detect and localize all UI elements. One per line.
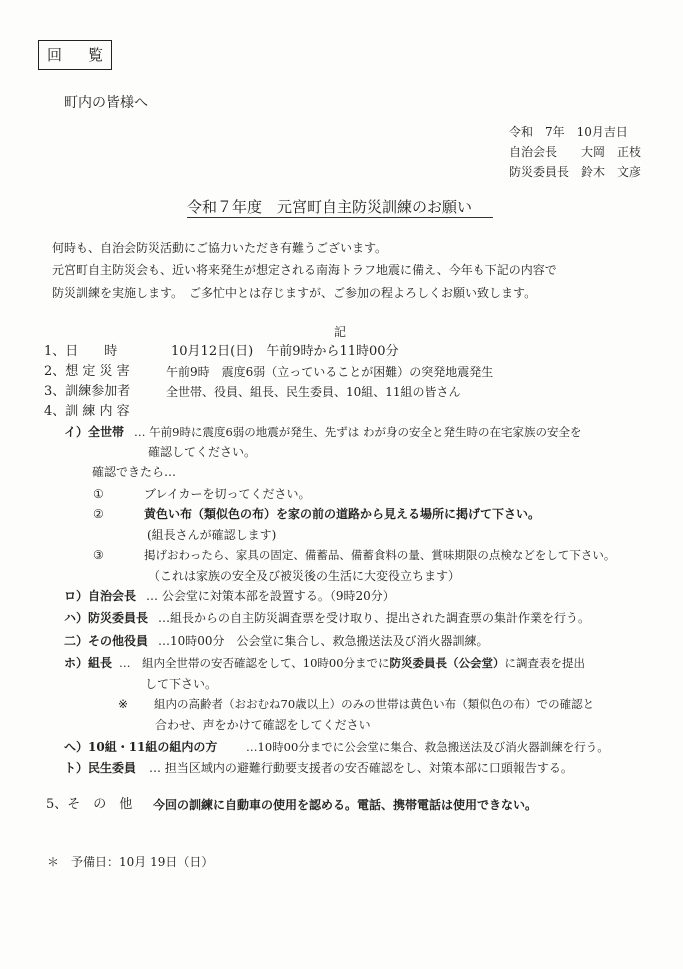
sub-ho-text-1a: … 組内全世帯の安否確認をして、10時00分までに [119,656,390,670]
sub-ho-text-1b: 防災委員長（公会堂） [389,656,505,670]
sub-i-text-2: 確認してください。 [148,445,257,459]
sender-committee: 防災委員長 鈴木 文彦 [509,165,642,179]
item4-label: 4、訓 練 内 容 [44,404,130,419]
circulation-stamp [38,40,112,70]
title-underline [187,217,493,218]
item1-value: 10月12日(日) 午前9時から11時00分 [171,344,399,359]
sender-date: 令和 7年 10月吉日 [509,125,628,139]
ki-heading: 記 [334,325,347,339]
c2-mark: ② [93,507,104,521]
c3-mark: ③ [93,548,104,562]
item5-text: 今回の訓練に自動車の使用を認める。電話、携帯電話は使用できない。 [153,798,538,812]
sub-he-text: …10時00分までに公会堂に集合、救急搬送法及び消火器訓練を行う。 [246,740,609,754]
sub-ho-note-mark: ※ [118,697,129,711]
intro-line-3: 防災訓練を実施します。 ご多忙中とは存じますが、ご参加の程よろしくお願い致します。 [52,286,537,300]
circulation-char-1: 回 [47,46,63,64]
sub-ni-head: 二）その他役員 [64,634,149,648]
sub-to-text: … 担当区域内の避難行動要支援者の安否確認をし、対策本部に口頭報告する。 [149,761,573,775]
intro-line-1: 何時も、自治会防災活動にご協力いただき有難うございます。 [52,241,388,255]
sub-i-head: イ）全世帯 [64,425,125,439]
sub-ni-text: …10時00分 公会堂に集合し、救急搬送法及び消火器訓練。 [158,634,489,648]
sub-ho-note-1: 組内の高齢者（おおむね70歳以上）のみの世帯は黄色い布（類似色の布）での確認と [154,697,595,711]
sub-to-head: ト）民生委員 [64,761,137,775]
sender-president: 自治会長 大岡 正枝 [509,145,642,159]
circulation-char-2: 覧 [88,46,104,64]
sub-ro-text: … 公会堂に対策本部を設置する。（9時20分） [146,589,395,603]
sub-ha-text: …組長からの自主防災調査票を受け取り、提出された調査票の集計作業を行う。 [158,611,591,625]
c1-mark: ① [93,487,104,501]
sub-ho-note-2: 合わせ、声をかけて確認をしてください [155,718,371,732]
reserve-day: ＊ 予備日：10月 19日（日） [47,855,214,869]
sub-ho-text-2: して下さい。 [145,677,218,691]
sub-ho-text-1c: に調査表を提出 [504,656,586,670]
c2-note: (組長さんが確認します) [147,528,277,542]
item3-value: 全世帯、役員、組長、民生委員、10組、11組の皆さん [166,385,461,399]
sub-he-head: へ）10組・11組の組内の方 [64,740,218,754]
item2-label: 2、想 定 災 害 [44,364,130,379]
addressee: 町内の皆様へ [64,95,148,111]
intro-line-2: 元宮町自主防災会も、近い将来発生が想定される南海トラフ地震に備え、今年も下記の内容で [52,263,557,277]
sub-ro-head: ロ）自治会長 [64,589,137,603]
item5-label: 5、そ の 他 [46,797,133,812]
sub-i-text-1: … 午前9時に震度6弱の地震が発生、先ずは わが身の安全と発生時の在宅家族の安全を [134,425,582,439]
c1-text: ブレイカーを切ってください。 [144,487,311,501]
c3-text: 掲げおわったら、家具の固定、備蓄品、備蓄食料の量、賞味期限の点検などをして下さい。 [144,548,616,562]
sub-i-confirm: 確認できたら… [92,465,177,479]
item2-value: 午前9時 震度6弱（立っていることが困難）の突発地震発生 [166,365,494,379]
page-title: 令和７年度 元宮町自主防災訓練のお願い [187,198,473,216]
sub-ho-text-1 [119,658,585,670]
item3-label: 3、訓練参加者 [44,384,131,399]
c2-text: 黄色い布（類似色の布）を家の前の道路から見える場所に掲げて下さい。 [144,507,541,521]
c3-note: （これは家族の安全及び被災後の生活に大変役立ちます） [148,569,461,583]
sub-ha-head: ハ）防災委員長 [64,611,149,625]
sub-ho-head: ホ）組長 [64,656,113,670]
item1-label: 1、日 時 [44,344,118,359]
